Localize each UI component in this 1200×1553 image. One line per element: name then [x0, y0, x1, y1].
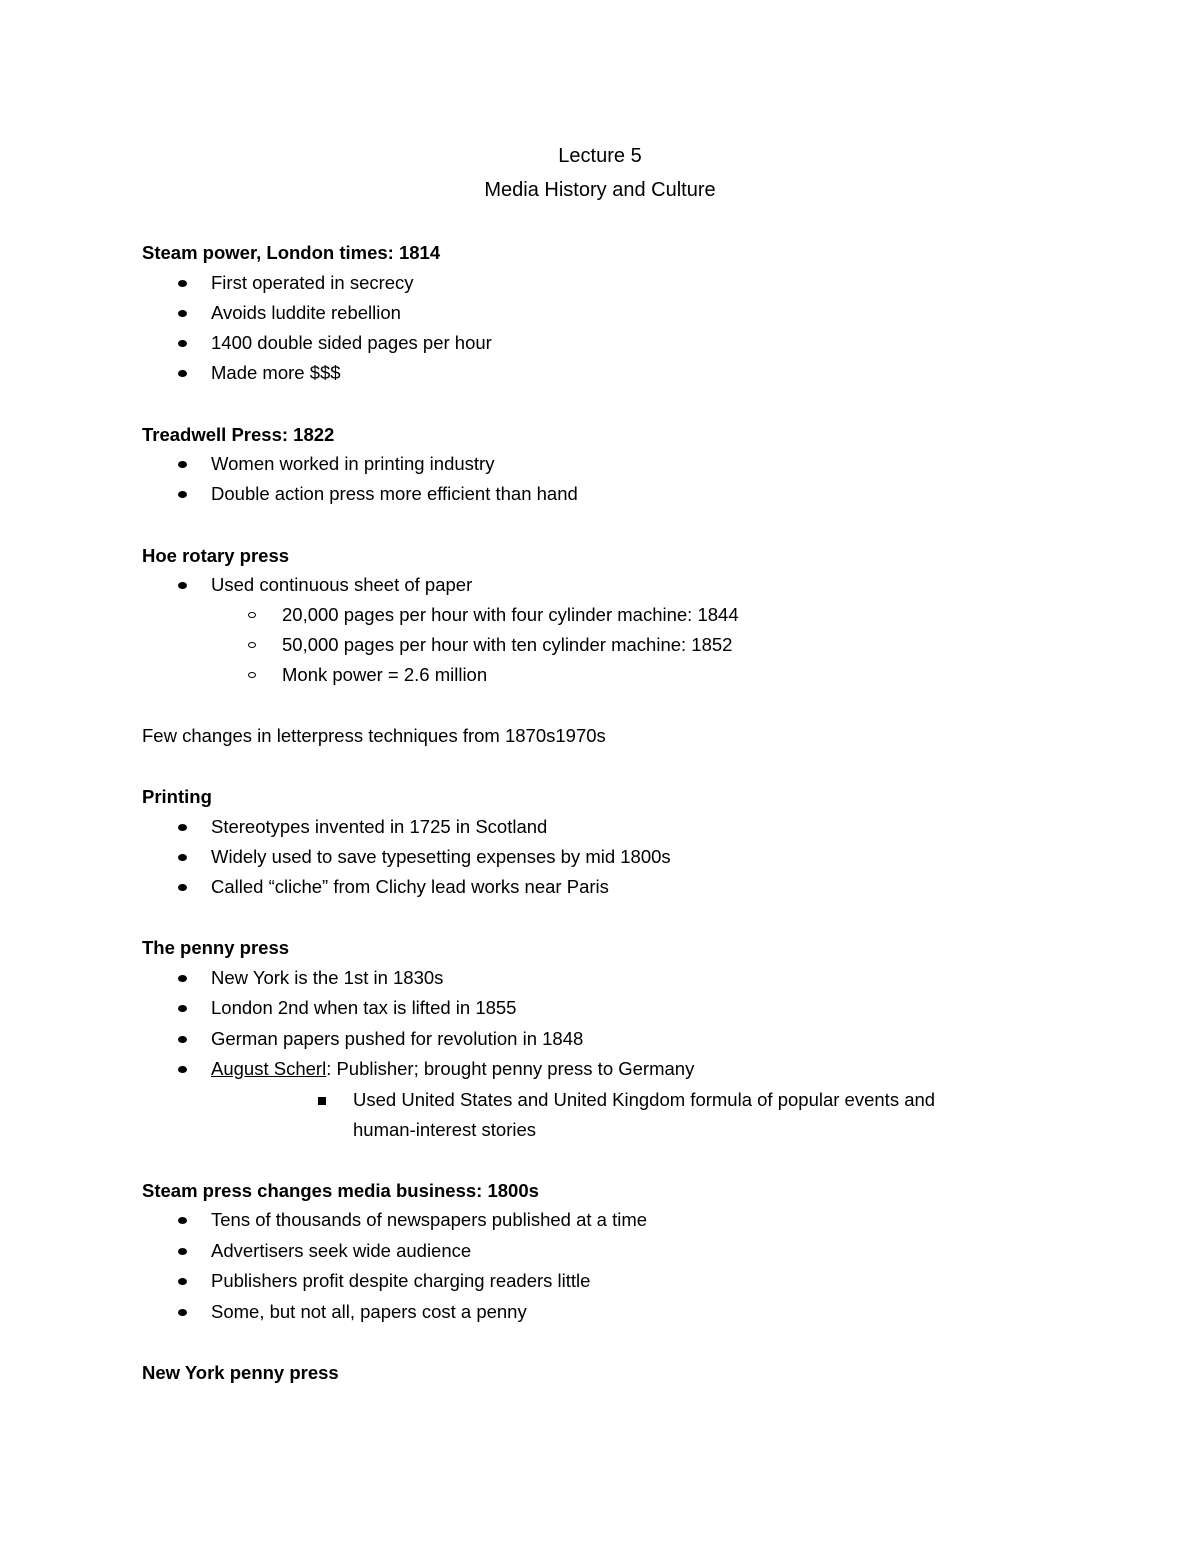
list-item: 1400 double sided pages per hour: [211, 332, 492, 353]
bullet-icon: [178, 1309, 187, 1316]
list-item: Women worked in printing industry: [211, 453, 495, 474]
august-scherl-link[interactable]: August Scherl: [211, 1058, 327, 1079]
bullet-icon: [178, 1036, 187, 1043]
page-subtitle: Media History and Culture: [484, 179, 716, 201]
bullet-icon: [178, 1005, 187, 1012]
list-item: Advertisers seek wide audience: [211, 1240, 472, 1261]
list-item: Double action press more efficient than hand: [211, 483, 578, 504]
bullet-icon: [178, 1248, 187, 1255]
circle-bullet-icon: [248, 642, 256, 648]
section-heading-steam-business: Steam press changes media business: 1800s: [142, 1180, 539, 1201]
section-heading-ny-penny-press: New York penny press: [142, 1362, 339, 1383]
list-item: Stereotypes invented in 1725 in Scotland: [211, 816, 548, 837]
bullet-icon: [178, 582, 187, 589]
bullet-icon: [178, 310, 187, 317]
list-item: New York is the 1st in 1830s: [211, 967, 444, 988]
sub-list-item: Monk power = 2.6 million: [282, 664, 488, 685]
square-bullet-icon: [318, 1097, 326, 1105]
circle-bullet-icon: [248, 672, 256, 678]
list-item: Used continuous sheet of paper: [211, 574, 473, 595]
list-item: German papers pushed for revolution in 1848: [211, 1028, 584, 1049]
list-item: Widely used to save typesetting expenses by mid 1800s: [211, 846, 671, 867]
list-item: Some, but not all, papers cost a penny: [211, 1301, 527, 1322]
list-item: Made more $$$: [211, 362, 341, 383]
section-heading-printing: Printing: [142, 786, 212, 807]
list-item-august-scherl: [211, 1058, 694, 1080]
bullet-icon: [178, 824, 187, 831]
bullet-icon: [178, 340, 187, 347]
bullet-icon: [178, 491, 187, 498]
bullet-icon: [178, 1217, 187, 1224]
bullet-icon: [178, 370, 187, 377]
sub-list-item: 20,000 pages per hour with four cylinder machine: 1844: [282, 604, 739, 625]
section-heading-treadwell: Treadwell Press: 1822: [142, 424, 335, 445]
bullet-icon: [178, 1278, 187, 1285]
bullet-icon: [178, 461, 187, 468]
list-item: Tens of thousands of newspapers published at a time: [211, 1209, 648, 1230]
bullet-icon: [178, 280, 187, 287]
sub-list-item: 50,000 pages per hour with ten cylinder machine: 1852: [282, 634, 733, 655]
bullet-icon: [178, 884, 187, 891]
bullet-icon: [178, 854, 187, 861]
list-item: Publishers profit despite charging readers little: [211, 1270, 591, 1291]
section-heading-steam-power: Steam power, London times: 1814: [142, 242, 441, 263]
list-item: First operated in secrecy: [211, 272, 414, 293]
bullet-icon: [178, 1066, 187, 1073]
list-item: Avoids luddite rebellion: [211, 302, 401, 323]
circle-bullet-icon: [248, 612, 256, 618]
list-item: London 2nd when tax is lifted in 1855: [211, 997, 517, 1018]
sub-sub-list-item: Used United States and United Kingdom formula of popular events and: [353, 1089, 936, 1110]
bullet-icon: [178, 975, 187, 982]
section-heading-hoe: Hoe rotary press: [142, 545, 290, 566]
list-item-text: : Publisher; brought penny press to Germany: [326, 1058, 695, 1079]
list-item: Called “cliche” from Clichy lead works near Paris: [211, 876, 609, 897]
page-title: Lecture 5: [558, 145, 642, 167]
paragraph-letterpress: Few changes in letterpress techniques from 1870s1970s: [142, 725, 606, 746]
section-heading-penny-press: The penny press: [142, 937, 290, 958]
sub-sub-list-item-continued: human-interest stories: [353, 1119, 537, 1140]
